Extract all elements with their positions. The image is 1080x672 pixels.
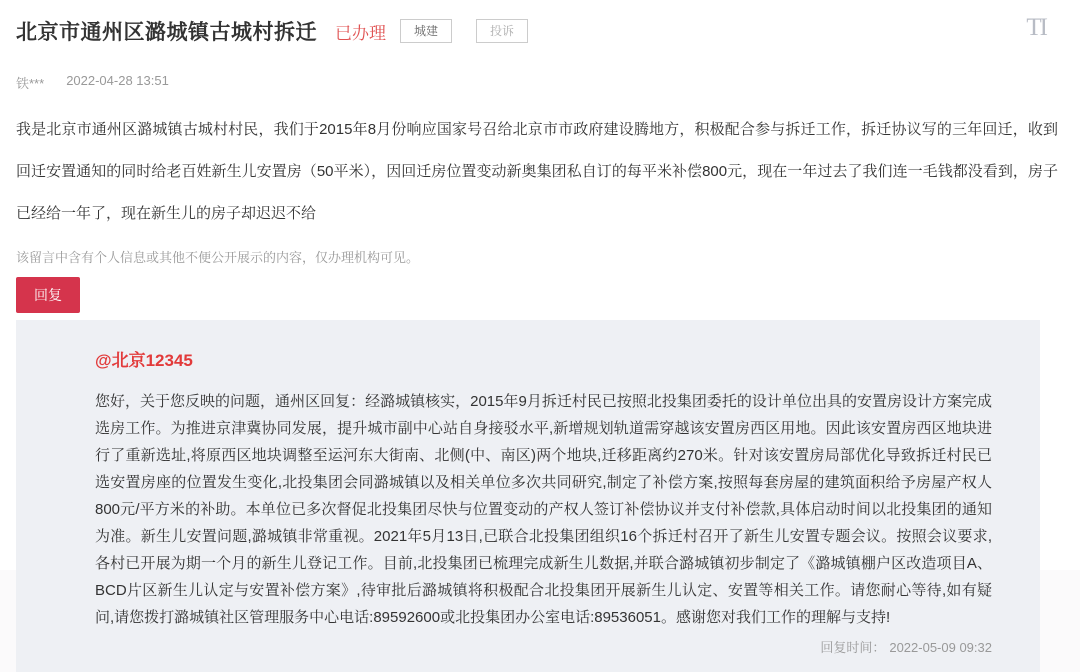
post-datetime: 2022-04-28 13:51 (66, 73, 169, 88)
post-content: 我是北京市通州区潞城镇古城村村民，我们于2015年8月份响应国家号召给北京市市政府建设腾地方，积极配合参与拆迁工作，拆迁协议写的三年回迁，收到回迁安置通知的同时给老百姓新生儿安置房（50平米），因回迁房位置变动新奥集团私自订的每平米补偿800元，现在一年过去了我们连一毛钱都没看到，房子已经给一年了，现在新生儿的房子却迟迟不给 (16, 121, 1058, 222)
author-name: 铁*** (16, 76, 45, 91)
post-meta (16, 73, 1056, 92)
page-title: 北京市通州区潞城镇古城村拆迁 (16, 21, 317, 44)
privacy-note: 该留言中含有个人信息或其他不便公开展示的内容，仅办理机构可见。 (16, 250, 420, 265)
official-reply-box (16, 320, 1040, 672)
reply-time-value: 2022-05-09 09:32 (889, 640, 992, 655)
reply-author-handle[interactable]: @北京12345 (95, 351, 193, 370)
reply-button[interactable]: 回复 (16, 277, 80, 313)
header (16, 16, 1056, 46)
reply-content: 您好，关于您反映的问题，通州区回复：经潞城镇核实，2015年9月拆迁村民已按照北投集团委托的设计单位出具的安置房设计方案完成选房工作。为推进京津冀协同发展，提升城市副中心站自身接驳水平,新增规划轨道需穿越该安置房西区用地。因此该安置房西区地块进行了重新选址,将原西区地块调整至运河东大街南、北侧(中、南区)两个地块,迁移距离约270米。针对该安置房局部优化导致拆迁村民已选安置房座的位置发生变化,北投集团会同潞城镇以及相关单位多次共同研究,制定了补偿方案,按照每套房屋的建筑面积给予房屋产权人800元/平方米的补助。本单位已多次督促北投集团尽快与位置变动的产权人签订补偿协议并支付补偿款,具体启动时间以北投集团的通知为准。新生儿安置问题,潞城镇非常重视。2021年5月13日,已联合北投集团组织16个拆迁村召开了新生儿安置专题会议。按照会议要求,各村已开展为期一个月的新生儿登记工作。目前,北投集团已梳理完成新生儿数据,并联合潞城镇初步制定了《潞城镇棚户区改造项目A、BCD片区新生儿认定与安置补偿方案》,待审批后潞城镇将积极配合北投集团开展新生儿认定、安置等相关工作。请您耐心等待,如有疑问,请您拨打潞城镇社区管理服务中心电话:89592600或北投集团办公室电话:89536051。感谢您对我们工作的理解与支持! (95, 393, 992, 626)
tag-type[interactable]: 投诉 (476, 19, 528, 43)
reply-time-row (95, 637, 992, 656)
tag-category[interactable]: 城建 (400, 19, 452, 43)
watermark-logo: TI (1026, 14, 1046, 41)
status-badge: 已办理 (335, 23, 386, 43)
reply-time-label: 回复时间： (820, 640, 886, 655)
